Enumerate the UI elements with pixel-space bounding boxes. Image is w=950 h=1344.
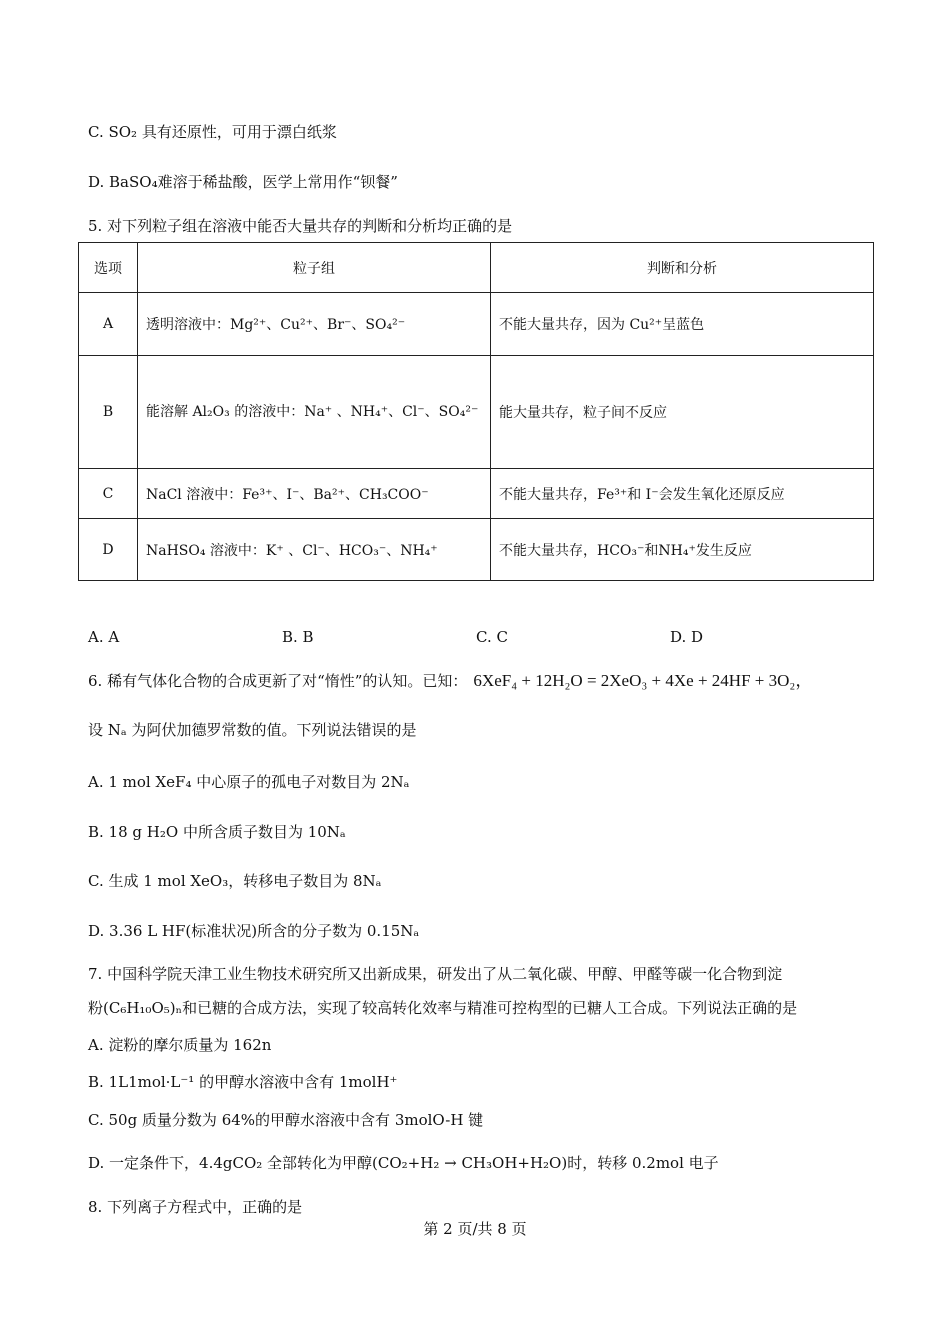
choice-b: B. B — [282, 628, 314, 646]
row-group: 透明溶液中：Mg²⁺、Cu²⁺、Br⁻、SO₄²⁻ — [138, 293, 491, 356]
q7-stem-line1: 7. 中国科学院天津工业生物技术研究所又出新成果，研发出了从二氧化碳、甲醇、甲醛等碳一化合物到淀 — [88, 965, 783, 983]
header-analysis: 判断和分析 — [491, 243, 874, 293]
q4-option-d: D. BaSO₄难溶于稀盐酸，医学上常用作“钡餐” — [88, 173, 398, 191]
row-analysis: 不能大量共存，Fe³⁺和 I⁻会发生氧化还原反应 — [491, 469, 874, 519]
choice-d: D. D — [670, 628, 704, 646]
q6-option-d: D. 3.36 L HF(标准状况)所含的分子数为 0.15Nₐ — [88, 922, 420, 940]
q7-option-c: C. 50g 质量分数为 64%的甲醇水溶液中含有 3molO-H 键 — [88, 1111, 484, 1129]
q6-option-b: B. 18 g H₂O 中所含质子数目为 10Nₐ — [88, 823, 346, 841]
row-option: D — [79, 519, 138, 581]
table-row — [79, 469, 874, 519]
choice-a: A. A — [88, 628, 120, 646]
q7-stem-line2: 粉(C₆H₁₀O₅)ₙ和已糖的合成方法，实现了较高转化效率与精准可控构型的已糖人工合成。下列说法正确的是 — [88, 999, 798, 1017]
q6-stem-text: 6. 稀有气体化合物的合成更新了对“惰性”的认知。已知： — [88, 672, 468, 690]
q7-option-b: B. 1L1mol·L⁻¹ 的甲醇水溶液中含有 1molH⁺ — [88, 1073, 398, 1091]
row-option: A — [79, 293, 138, 356]
q5-stem: 5. 对下列粒子组在溶液中能否大量共存的判断和分析均正确的是 — [88, 217, 513, 235]
q6-stem — [88, 670, 812, 692]
q7-option-d: D. 一定条件下，4.4gCO₂ 全部转化为甲醇(CO₂+H₂ → CH₃OH+H₂O)时，转移 0.2mol 电子 — [88, 1154, 719, 1172]
q5-choices — [88, 626, 864, 648]
table-row — [79, 356, 874, 469]
table-header-row — [79, 243, 874, 293]
header-particle-group: 粒子组 — [138, 243, 491, 293]
row-option: B — [79, 356, 138, 469]
q6-option-c: C. 生成 1 mol XeO₃，转移电子数目为 8Nₐ — [88, 872, 382, 890]
q5-table — [78, 242, 874, 581]
row-analysis: 能大量共存，粒子间不反应 — [491, 356, 874, 469]
page-footer: 第 2 页/共 8 页 — [423, 1220, 527, 1238]
header-option: 选项 — [79, 243, 138, 293]
choice-c: C. C — [476, 628, 508, 646]
q8-stem: 8. 下列离子方程式中，正确的是 — [88, 1198, 303, 1216]
q6-equation: 6XeF₄ + 12H₂O = 2XeO₃ + 4Xe + 24HF + 3O₂， — [473, 671, 813, 690]
q6-option-a: A. 1 mol XeF₄ 中心原子的孤电子对数目为 2Nₐ — [88, 773, 410, 791]
row-analysis: 不能大量共存，HCO₃⁻和NH₄⁺发生反应 — [491, 519, 874, 581]
row-option: C — [79, 469, 138, 519]
row-analysis: 不能大量共存，因为 Cu²⁺呈蓝色 — [491, 293, 874, 356]
row-group: NaCl 溶液中：Fe³⁺、I⁻、Ba²⁺、CH₃COO⁻ — [138, 469, 491, 519]
row-group: 能溶解 Al₂O₃ 的溶液中：Na⁺ 、NH₄⁺、Cl⁻、SO₄²⁻ — [138, 356, 491, 469]
table-row — [79, 293, 874, 356]
q4-option-c: C. SO₂ 具有还原性，可用于漂白纸浆 — [88, 123, 337, 141]
row-group: NaHSO₄ 溶液中：K⁺ 、Cl⁻、HCO₃⁻、NH₄⁺ — [138, 519, 491, 581]
q7-option-a: A. 淀粉的摩尔质量为 162n — [88, 1036, 272, 1054]
q6-stem2: 设 Nₐ 为阿伏加德罗常数的值。下列说法错误的是 — [88, 721, 417, 739]
table-row — [79, 519, 874, 581]
